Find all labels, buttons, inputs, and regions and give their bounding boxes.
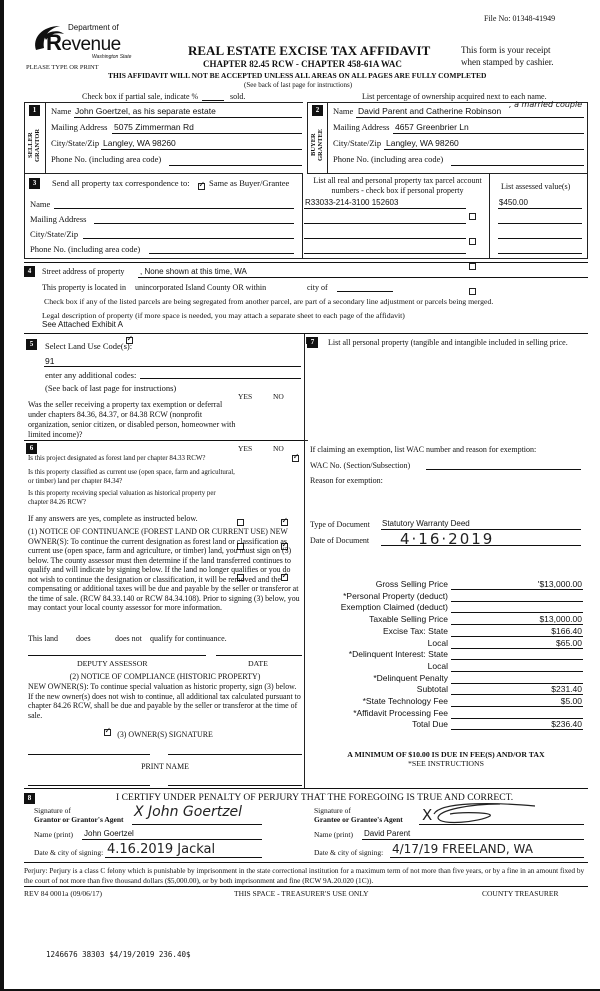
sec6-yes-header: YES bbox=[238, 444, 253, 453]
tax-row-value[interactable]: $166.40 bbox=[551, 625, 582, 636]
footer-mid-rule bbox=[24, 886, 588, 887]
grantee-date-line bbox=[390, 857, 584, 858]
seller-name-label: Name bbox=[51, 106, 72, 116]
doc-date-line bbox=[381, 545, 581, 546]
sec6-question-text: Is this project designated as forest land per chapter 84.33 RCW? bbox=[28, 455, 206, 462]
buyer-phone-label: Phone No. (including area code) bbox=[333, 154, 444, 164]
grantor-date-label: Date & city of signing: bbox=[34, 848, 104, 857]
tax-row-value[interactable]: $236.40 bbox=[551, 719, 582, 730]
exemption-claim-label: If claiming an exemption, list WAC number and reason for exemption: bbox=[310, 445, 537, 454]
grantee-signature[interactable]: X bbox=[422, 806, 432, 824]
seller-address[interactable]: 5075 Zimmerman Rd bbox=[114, 122, 194, 132]
please-type: PLEASE TYPE OR PRINT bbox=[26, 64, 99, 71]
doc-date[interactable]: 4·16·2019 bbox=[400, 530, 495, 548]
buyer-name-label: Name bbox=[333, 106, 354, 116]
section-8-badge: 8 bbox=[24, 793, 35, 804]
grantor-name[interactable]: John Goertzel bbox=[84, 829, 134, 838]
logo-name: Revenue bbox=[46, 30, 121, 55]
parcel-line bbox=[304, 208, 466, 209]
seller-grantor-label: SELLER GRANTOR bbox=[27, 128, 41, 162]
corr-address-field[interactable] bbox=[94, 223, 294, 224]
exemption-question: Was the seller receiving a property tax exemption or deferral under chapters 84.36, 84.37, or 84.38 RCW (nonprofit organization, senior citizen, or disabled person, homeowner with limited income)? bbox=[28, 400, 236, 439]
form-id: REV 84 0001a (09/06/17) bbox=[24, 889, 102, 898]
exemption-no-header: NO bbox=[273, 392, 284, 401]
grantor-name-line bbox=[82, 839, 262, 840]
tax-row-label: *Delinquent Interest: State bbox=[348, 649, 448, 660]
tax-row-label: Excise Tax: State bbox=[382, 625, 448, 636]
grantee-name[interactable]: David Parent bbox=[364, 829, 411, 838]
grantor-date-city[interactable]: 4.16.2019 Jackal bbox=[107, 842, 216, 857]
doc-type[interactable]: Statutory Warranty Deed bbox=[382, 519, 470, 528]
section-4-top-rule bbox=[24, 262, 588, 263]
tax-row-line bbox=[451, 729, 583, 730]
grantee-sig-line bbox=[419, 824, 584, 825]
section-6-top-rule bbox=[24, 440, 304, 441]
print-name-line-2[interactable] bbox=[168, 785, 302, 786]
perjury-notice: Perjury: Perjury is a class C felony which is punishable by imprisonment in the state correctional institution for a maximum term of not more than five years, or by a fine in an amount fixed by the court of not more than five thousand dollars ($5,000.00), or by both imprisonment and fine (RCW 9A.20.020 (1C)). bbox=[24, 866, 585, 885]
street-address[interactable]: , None shown at this time, WA bbox=[140, 267, 247, 276]
this-land-label: This land bbox=[28, 634, 58, 643]
sec6-no-header: NO bbox=[273, 444, 284, 453]
sec6-question-text: Is this property receiving special valuation as historical property per chapter 84.26 RCW? bbox=[28, 490, 216, 506]
owner-signature-label: (3) OWNER(S) SIGNATURE bbox=[117, 730, 213, 739]
grantee-sig-label-1: Signature of bbox=[314, 806, 351, 815]
tax-row-label: Local bbox=[427, 660, 448, 671]
section-8-top-rule bbox=[24, 788, 588, 789]
tax-row-line bbox=[451, 601, 583, 602]
parcel-line bbox=[304, 238, 466, 239]
section-5-top-rule bbox=[24, 333, 588, 334]
grantor-sig-line bbox=[132, 824, 262, 825]
if-yes-note: If any answers are yes, complete as instructed below. bbox=[28, 514, 198, 523]
personal-property-checkbox[interactable] bbox=[469, 263, 476, 270]
section-2-badge: 2 bbox=[312, 105, 323, 116]
tax-row-label: Gross Selling Price bbox=[375, 579, 448, 589]
grantor-date-line bbox=[105, 857, 262, 858]
seller-name-line bbox=[74, 117, 302, 118]
buyer-grantee-label: BUYER GRANTEE bbox=[310, 128, 324, 162]
corr-name-label: Name bbox=[30, 199, 51, 209]
exemption-yes-header: YES bbox=[238, 392, 253, 401]
sec6-no-checkbox[interactable] bbox=[281, 519, 288, 526]
parcel-line bbox=[304, 223, 466, 224]
grantor-name-label: Name (print) bbox=[34, 830, 73, 839]
ownership-note: List percentage of ownership acquired next to each name. bbox=[362, 92, 547, 101]
corr-phone-label: Phone No. (including area code) bbox=[30, 244, 141, 254]
additional-codes-field[interactable] bbox=[140, 378, 301, 379]
grantee-name-line bbox=[362, 839, 584, 840]
buyer-phone-field[interactable] bbox=[451, 165, 584, 166]
exemption-no-checkbox[interactable] bbox=[292, 455, 299, 462]
warning-text: THIS AFFIDAVIT WILL NOT BE ACCEPTED UNLESS ALL AREAS ON ALL PAGES ARE FULLY COMPLETED bbox=[108, 71, 487, 80]
notice-of-compliance-title: (2) NOTICE OF COMPLIANCE (HISTORIC PROPERTY) bbox=[69, 672, 261, 681]
sec7-tick bbox=[304, 440, 308, 441]
logo-dept: Department of bbox=[68, 23, 119, 32]
county-treasurer: COUNTY TREASURER bbox=[482, 889, 559, 898]
personal-property-checkbox[interactable] bbox=[469, 213, 476, 220]
tax-row-label: *Affidavit Processing Fee bbox=[353, 707, 448, 718]
personal-property-checkbox[interactable] bbox=[469, 238, 476, 245]
grantee-date-city[interactable]: 4/17/19 FREELAND, WA bbox=[392, 842, 533, 856]
land-use-code[interactable]: 91 bbox=[45, 356, 55, 366]
see-back-note: (See back of last page for instructions) bbox=[244, 81, 353, 89]
seller-city-label: City/State/Zip bbox=[51, 138, 100, 148]
buyer-city[interactable]: Langley, WA 98260 bbox=[386, 138, 459, 148]
notice-of-compliance: NEW OWNER(S): To continue special valuation as historic property, sign (3) below. If the new owner(s) does not wish to continue, all additional tax calculated pursuant to chapter 84.26 RCW, shall be due and payable by the seller or transferor at the time of sale. bbox=[28, 682, 301, 720]
legal-description[interactable]: See Attached Exhibit A bbox=[42, 320, 123, 329]
corr-city-field[interactable] bbox=[83, 238, 294, 239]
seller-phone-field[interactable] bbox=[169, 165, 302, 166]
located-prefix: This property is located in bbox=[42, 283, 126, 292]
tax-row-label: Exemption Claimed (deduct) bbox=[340, 602, 448, 613]
see-instructions: *SEE INSTRUCTIONS bbox=[407, 759, 485, 768]
personal-property-checkbox[interactable] bbox=[469, 288, 476, 295]
segregated-note: Check box if any of the listed parcels are being segregated from another parcel, are part of a secondary line adjustment or parcels being merged. bbox=[44, 297, 494, 306]
tax-row-label: *State Technology Fee bbox=[362, 696, 448, 706]
form-subtitle: CHAPTER 82.45 RCW - CHAPTER 458-61A WAC bbox=[203, 59, 402, 69]
tax-row-label: Subtotal bbox=[416, 684, 448, 695]
assessed-value[interactable]: $450.00 bbox=[499, 198, 528, 207]
assessed-line bbox=[498, 223, 582, 224]
street-label: Street address of property bbox=[42, 267, 125, 276]
street-line bbox=[138, 277, 588, 278]
wac-label: WAC No. (Section/Subsection) bbox=[310, 461, 411, 470]
corr-city-label: City/State/Zip bbox=[30, 229, 79, 239]
partial-sale-prefix: Check box if partial sale, indicate % bbox=[82, 92, 199, 101]
doc-type-label: Type of Document bbox=[310, 520, 370, 529]
grantee-name-label: Name (print) bbox=[314, 830, 353, 839]
buyer-address-label: Mailing Address bbox=[333, 122, 390, 132]
deputy-assessor-label: DEPUTY ASSESSOR bbox=[77, 659, 148, 668]
buyer-address-line bbox=[393, 133, 584, 134]
partial-sale-percent-field[interactable] bbox=[202, 100, 224, 101]
grantor-signature[interactable]: X John Goertzel bbox=[134, 804, 243, 820]
tax-row-label: Local bbox=[427, 637, 448, 648]
additional-codes-label: enter any additional codes: bbox=[45, 370, 137, 380]
treasurer-use-only: THIS SPACE - TREASURER'S USE ONLY bbox=[234, 889, 369, 898]
sec6-question-text: Is this property classified as current use (open space, farm and agricultural, or timber) land per chapter 84.34? bbox=[28, 469, 235, 485]
seller-city[interactable]: Langley, WA 98260 bbox=[103, 138, 176, 148]
buyer-city-line bbox=[384, 149, 584, 150]
tax-row-line bbox=[451, 671, 583, 672]
file-number: File No: 01348-41949 bbox=[484, 14, 556, 23]
buyer-city-label: City/State/Zip bbox=[333, 138, 382, 148]
certify-statement: I CERTIFY UNDER PENALTY OF PERJURY THAT THE FOREGOING IS TRUE AND CORRECT. bbox=[116, 792, 514, 803]
same-as-buyer-checkbox[interactable] bbox=[198, 183, 205, 190]
personal-property-label: List all personal property (tangible and intangible included in selling price. bbox=[328, 338, 568, 347]
tax-row-label: Total Due bbox=[412, 719, 448, 730]
seller-address-line bbox=[112, 133, 302, 134]
footer-top-rule bbox=[24, 862, 588, 863]
assessed-header: List assessed value(s) bbox=[501, 182, 571, 191]
wac-field[interactable] bbox=[426, 469, 581, 470]
grantee-signature-scribble-icon bbox=[430, 800, 540, 826]
tax-row-value[interactable]: $65.00 bbox=[556, 637, 582, 648]
print-name-line-1[interactable] bbox=[28, 785, 150, 786]
assessed-line bbox=[498, 208, 582, 209]
logo-state: Washington State bbox=[92, 54, 132, 60]
assessor-date-line[interactable] bbox=[216, 655, 302, 656]
section-7-badge: 7 bbox=[307, 337, 318, 348]
tax-row-value[interactable]: '$13,000.00 bbox=[537, 579, 582, 589]
buyer-name[interactable]: David Parent and Catherine Robinson bbox=[358, 106, 502, 116]
tax-row-label: Taxable Selling Price bbox=[369, 614, 448, 625]
buyer-name-line bbox=[356, 117, 584, 118]
parcels-header: List all real and personal property tax parcel account numbers - check box if personal property bbox=[313, 176, 482, 195]
assessed-line bbox=[498, 238, 582, 239]
parcel-line bbox=[304, 253, 466, 254]
does-not-label: does not bbox=[115, 634, 142, 643]
tax-row-line bbox=[451, 589, 583, 590]
seller-phone-label: Phone No. (including area code) bbox=[51, 154, 162, 164]
buyer-name-handwritten: , a married couple bbox=[509, 100, 583, 109]
buyer-address[interactable]: 4657 Greenbrier Ln bbox=[395, 122, 469, 132]
seller-city-line bbox=[101, 149, 302, 150]
date-label: DATE bbox=[248, 659, 268, 668]
reason-label: Reason for exemption: bbox=[310, 476, 383, 485]
section-5-badge: 5 bbox=[26, 339, 37, 350]
receipt-note-1: This form is your receipt bbox=[461, 45, 551, 55]
tax-row-value[interactable]: $231.40 bbox=[551, 684, 582, 695]
sec6-yes-checkbox[interactable] bbox=[237, 519, 244, 526]
corr-name-field[interactable] bbox=[54, 208, 294, 209]
minimum-due-note: A MINIMUM OF $10.00 IS DUE IN FEE(S) AND/OR TAX bbox=[347, 750, 545, 759]
tax-row-value[interactable]: $5.00 bbox=[560, 696, 582, 706]
land-use-see-back: (See back of last page for instructions) bbox=[45, 383, 177, 393]
tax-row-value[interactable]: $13,000.00 bbox=[539, 614, 582, 625]
seller-address-label: Mailing Address bbox=[51, 122, 108, 132]
section-6-badge: 6 bbox=[26, 443, 37, 454]
corr-phone-field[interactable] bbox=[149, 253, 294, 254]
owner-signature-line-2[interactable] bbox=[168, 754, 302, 755]
corr-address-label: Mailing Address bbox=[30, 214, 87, 224]
section-1-badge: 1 bbox=[29, 105, 40, 116]
receipt-note-2: when stamped by cashier. bbox=[461, 57, 554, 67]
dor-logo bbox=[26, 20, 136, 64]
city-field[interactable] bbox=[337, 291, 393, 292]
land-use-label: Select Land Use Code(s): bbox=[45, 341, 133, 351]
cashier-stamp: 1246676 38303 $4/19/2019 236.40$ bbox=[46, 950, 191, 959]
parcel-number[interactable]: R33033-214-3100 152603 bbox=[305, 198, 399, 207]
correspondence-label: Send all property tax correspondence to: bbox=[52, 178, 190, 188]
seller-name[interactable]: John Goertzel, as his separate estate bbox=[75, 106, 216, 116]
partial-sale-suffix: sold. bbox=[230, 92, 246, 101]
doc-date-label: Date of Document bbox=[310, 536, 370, 545]
deputy-assessor-sig-line[interactable] bbox=[28, 655, 206, 656]
section-4-badge: 4 bbox=[24, 266, 35, 277]
land-use-line bbox=[44, 366, 301, 367]
grantee-sig-label-2: Grantee or Grantee's Agent bbox=[314, 815, 403, 824]
form-title: REAL ESTATE EXCISE TAX AFFIDAVIT bbox=[188, 43, 431, 58]
print-name-label: PRINT NAME bbox=[141, 762, 189, 771]
legal-label: Legal description of property (if more space is needed, you may attach a separate sheet to each page of the affidavit) bbox=[42, 311, 405, 320]
section-3-badge: 3 bbox=[29, 178, 40, 189]
tax-row-line bbox=[451, 648, 583, 649]
grantee-date-label: Date & city of signing: bbox=[314, 848, 384, 857]
located-city-label: city of bbox=[307, 283, 328, 292]
assessed-line bbox=[498, 253, 582, 254]
tax-row-line bbox=[451, 659, 583, 660]
located-unincorporated: unincorporated Island County OR within bbox=[135, 283, 267, 292]
qualify-label: qualify for continuance. bbox=[150, 634, 227, 643]
owner-signature-line-1[interactable] bbox=[28, 754, 150, 755]
grantor-sig-label-1: Signature of bbox=[34, 806, 71, 815]
tax-row-label: *Delinquent Penalty bbox=[373, 672, 448, 683]
notice-of-continuance: (1) NOTICE OF CONTINUANCE (FOREST LAND OR CURRENT USE) NEW OWNER(S): To continue the current designation as forest land or classification as current use (open space, farm and agriculture, or timber) land, you must sign on (3) below. The county assessor must then determine if the land transferred continues to qualify and will indicate by signing below. If the land no longer qualifies or you do not wish to continue the designation or classification, it will be removed and the compensating or additional taxes will be due and payable by the seller or transferor at the time of sale. (RCW 84.33.140 or RCW 84.34.108). Prior to signing (3) below, you may contact your local county assessor for more information. bbox=[28, 527, 300, 612]
tax-row-line bbox=[451, 706, 583, 707]
same-as-buyer-label: Same as Buyer/Grantee bbox=[209, 178, 290, 188]
grantor-sig-label-2: Grantor or Grantor's Agent bbox=[34, 815, 124, 824]
does-label: does bbox=[76, 634, 91, 643]
tax-row-label: *Personal Property (deduct) bbox=[343, 590, 448, 601]
